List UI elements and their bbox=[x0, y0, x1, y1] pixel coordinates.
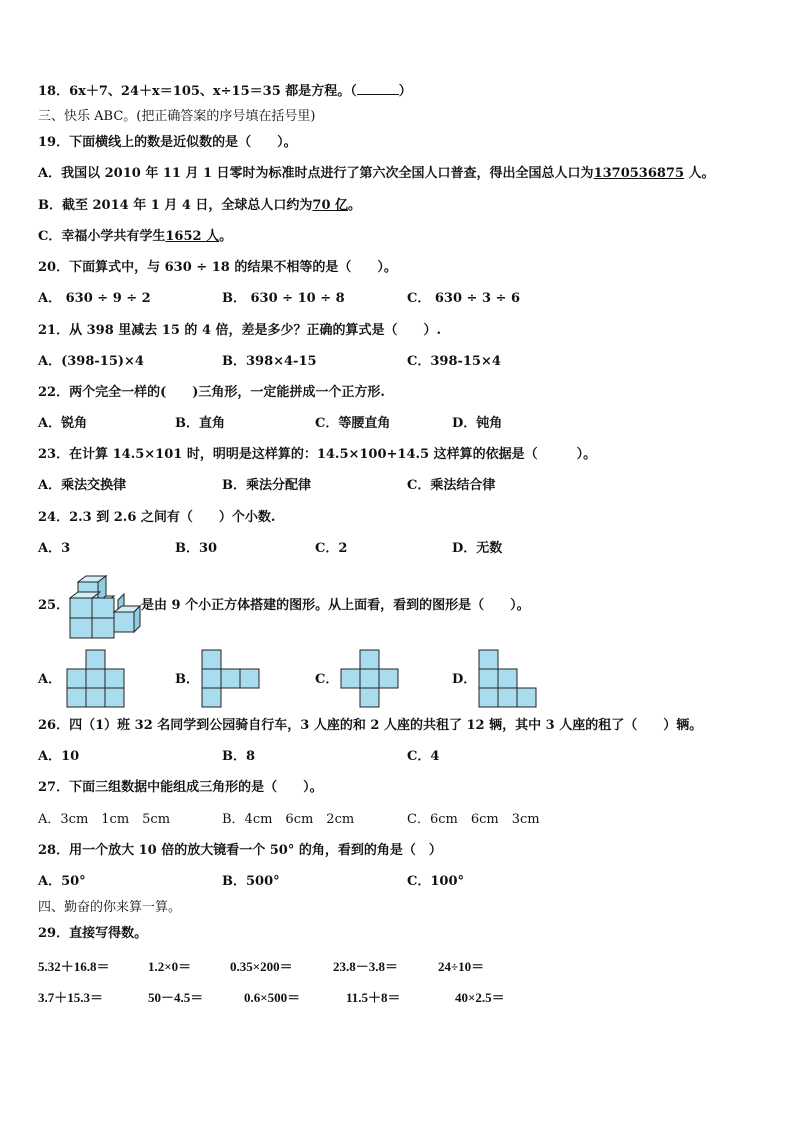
cube-stack-figure bbox=[68, 574, 140, 640]
underlined-number: 1652 人 bbox=[165, 229, 220, 244]
question-20-option-a[interactable]: A． 630 ÷ 9 ÷ 2 bbox=[38, 291, 151, 306]
calc-item[interactable]: 3.7＋15.3＝ bbox=[38, 990, 104, 1005]
calc-item[interactable]: 0.6×500＝ bbox=[244, 990, 301, 1005]
question-19-stem: 19．下面横线上的数是近似数的是（ ）。 bbox=[38, 135, 297, 150]
question-18: 18．6x＋7、24＋x＝105、x÷15＝35 都是方程。（ ） bbox=[38, 84, 412, 99]
question-24-option-c[interactable]: C．2 bbox=[315, 541, 348, 556]
calc-item[interactable]: 11.5＋8＝ bbox=[346, 990, 401, 1005]
question-19-option-b[interactable]: B．截至 2014 年 1 月 4 日，全球总人口约为70 亿。 bbox=[38, 198, 362, 213]
question-25-number: 25． bbox=[38, 598, 70, 613]
calc-item[interactable]: 24÷10＝ bbox=[438, 959, 485, 974]
option-a-view-shape[interactable] bbox=[67, 650, 125, 708]
question-26-stem: 26．四（1）班 32 名同学到公园骑自行车，3 人座的和 2 人座的共租了 12 辆，其中 3 人座的租了（ ）辆。 bbox=[38, 718, 703, 733]
question-26-option-b[interactable]: B．8 bbox=[222, 749, 256, 764]
underlined-number: 70 亿 bbox=[312, 198, 349, 213]
question-19-option-c[interactable]: C．幸福小学共有学生1652 人。 bbox=[38, 229, 233, 244]
question-22-option-b[interactable]: B．直角 bbox=[175, 416, 225, 431]
section-4-heading: 四、勤奋的你来算一算。 bbox=[38, 900, 182, 915]
calc-item[interactable]: 50－4.5＝ bbox=[148, 990, 204, 1005]
calc-item[interactable]: 5.32＋16.8＝ bbox=[38, 959, 110, 974]
question-23-option-a[interactable]: A．乘法交换律 bbox=[38, 478, 127, 493]
question-22-stem: 22．两个完全一样的( )三角形，一定能拼成一个正方形. bbox=[38, 385, 385, 400]
section-3-heading: 三、快乐 ABC。(把正确答案的序号填在括号里) bbox=[38, 109, 316, 124]
question-26-option-c[interactable]: C．4 bbox=[407, 749, 440, 764]
question-27-stem: 27．下面三组数据中能组成三角形的是（ ）。 bbox=[38, 780, 323, 795]
underlined-number: 1370536875 bbox=[593, 166, 685, 181]
question-21-stem: 21．从 398 里减去 15 的 4 倍，差是多少？正确的算式是（ ）. bbox=[38, 323, 442, 338]
option-c-view-shape[interactable] bbox=[341, 650, 399, 708]
question-29-stem: 29．直接写得数。 bbox=[38, 926, 148, 941]
question-27-option-c[interactable]: C．6cm 6cm 3cm bbox=[407, 812, 540, 827]
question-28-stem: 28．用一个放大 10 倍的放大镜看一个 50° 的角，看到的角是（ ） bbox=[38, 843, 442, 858]
question-22-option-d[interactable]: D．钝角 bbox=[452, 416, 503, 431]
question-21-option-a[interactable]: A．(398-15)×4 bbox=[38, 354, 144, 369]
question-21-option-c[interactable]: C．398-15×4 bbox=[407, 354, 501, 369]
question-26-option-a[interactable]: A．10 bbox=[38, 749, 80, 764]
question-28-option-c[interactable]: C．100° bbox=[407, 874, 464, 889]
question-25-option-c-label[interactable]: C． bbox=[315, 672, 339, 687]
question-27-option-b[interactable]: B．4cm 6cm 2cm bbox=[222, 812, 355, 827]
question-20-option-c[interactable]: C． 630 ÷ 3 ÷ 6 bbox=[407, 291, 520, 306]
question-24-stem: 24．2.3 到 2.6 之间有（ ）个小数. bbox=[38, 510, 276, 525]
option-d-view-shape[interactable] bbox=[479, 650, 537, 708]
question-23-option-b[interactable]: B．乘法分配律 bbox=[222, 478, 311, 493]
question-25-stem: 是由 9 个小正方体搭建的图形。从上面看，看到的图形是（ ）。 bbox=[141, 598, 530, 613]
question-28-option-b[interactable]: B．500° bbox=[222, 874, 280, 889]
question-22-option-c[interactable]: C．等腰直角 bbox=[315, 416, 391, 431]
question-28-option-a[interactable]: A．50° bbox=[38, 874, 86, 889]
calc-item[interactable]: 23.8－3.8＝ bbox=[333, 959, 399, 974]
question-27-option-a[interactable]: A．3cm 1cm 5cm bbox=[38, 812, 171, 827]
question-23-option-c[interactable]: C．乘法结合律 bbox=[407, 478, 496, 493]
calc-item[interactable]: 40×2.5＝ bbox=[455, 990, 505, 1005]
question-21-option-b[interactable]: B．398×4-15 bbox=[222, 354, 317, 369]
question-24-option-b[interactable]: B．30 bbox=[175, 541, 218, 556]
question-24-option-d[interactable]: D．无数 bbox=[452, 541, 503, 556]
calc-item[interactable]: 1.2×0＝ bbox=[148, 959, 192, 974]
question-22-option-a[interactable]: A．锐角 bbox=[38, 416, 88, 431]
question-25-option-b-label[interactable]: B． bbox=[175, 672, 199, 687]
question-25-option-a-label[interactable]: A． bbox=[38, 672, 62, 687]
question-20-option-b[interactable]: B． 630 ÷ 10 ÷ 8 bbox=[222, 291, 345, 306]
question-18-text: 18．6x＋7、24＋x＝105、x÷15＝35 都是方程。（ bbox=[38, 84, 357, 99]
option-b-view-shape[interactable] bbox=[202, 650, 260, 708]
question-19-option-a[interactable]: A．我国以 2010 年 11 月 1 日零时为标准时点进行了第六次全国人口普查，得出全国总人口为1370536875 人。 bbox=[38, 166, 715, 181]
question-24-option-a[interactable]: A．3 bbox=[38, 541, 71, 556]
question-20-stem: 20．下面算式中，与 630 ÷ 18 的结果不相等的是（ ）。 bbox=[38, 260, 397, 275]
answer-blank[interactable] bbox=[357, 82, 399, 95]
question-25-option-d-label[interactable]: D． bbox=[452, 672, 477, 687]
question-23-stem: 23．在计算 14.5×101 时，明明是这样算的：14.5×100+14.5 这样算的依据是（ ）。 bbox=[38, 447, 597, 462]
calc-item[interactable]: 0.35×200＝ bbox=[230, 959, 293, 974]
